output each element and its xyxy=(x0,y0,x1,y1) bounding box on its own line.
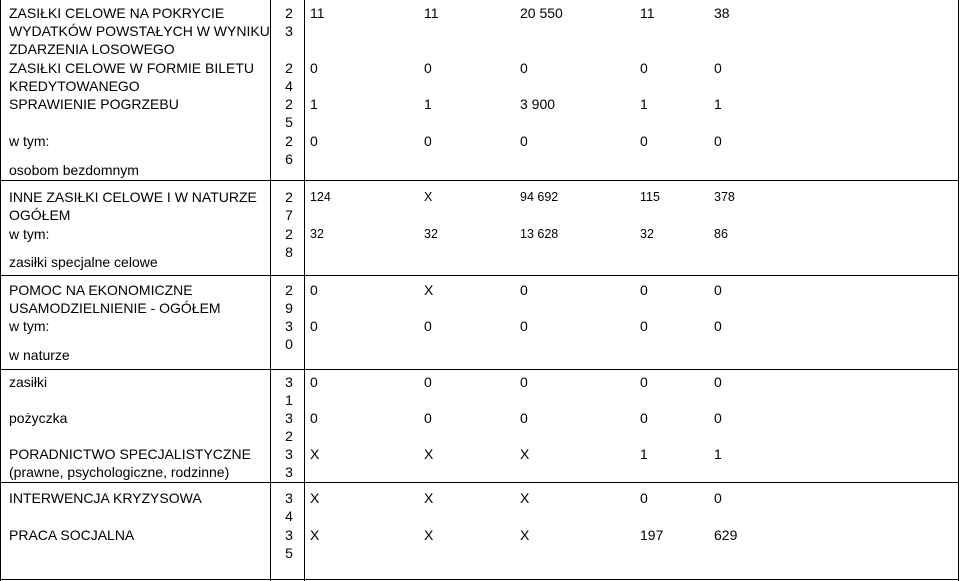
row-number: 5 xyxy=(285,545,293,561)
row-label: w tym: xyxy=(9,318,50,334)
value-cell: 0 xyxy=(520,374,528,390)
table-border-left xyxy=(0,0,1,581)
row-label: USAMODZIELNIENIE - OGÓŁEM xyxy=(9,300,221,316)
value-cell: 1 xyxy=(714,446,722,462)
row-label: SPRAWIENIE POGRZEBU xyxy=(9,96,179,112)
value-cell: X xyxy=(520,527,530,543)
value-cell: 0 xyxy=(714,133,722,149)
value-cell: 11 xyxy=(310,5,325,21)
value-cell: 0 xyxy=(714,282,722,298)
value-cell: 1 xyxy=(714,96,722,112)
group-divider xyxy=(0,482,959,483)
column-divider-lp xyxy=(304,0,305,581)
value-cell: 13 628 xyxy=(520,227,559,241)
value-cell: 0 xyxy=(520,133,528,149)
value-cell: 32 xyxy=(424,227,438,241)
value-cell: 0 xyxy=(640,133,648,149)
value-cell: 0 xyxy=(640,374,648,390)
row-label: (prawne, psychologiczne, rodzinne) xyxy=(9,464,230,480)
value-cell: 0 xyxy=(424,318,432,334)
row-number: 6 xyxy=(285,151,293,167)
group-divider xyxy=(0,180,959,181)
row-label: zasiłki xyxy=(9,374,48,390)
row-number: 4 xyxy=(285,78,293,94)
row-number: 2 xyxy=(285,133,293,149)
row-label: w tym: xyxy=(9,133,50,149)
row-number: 8 xyxy=(285,244,293,260)
value-cell: X xyxy=(310,446,320,462)
value-cell: 124 xyxy=(310,190,331,204)
value-cell: 1 xyxy=(640,446,648,462)
row-number: 2 xyxy=(285,60,293,76)
row-number: 3 xyxy=(285,318,293,334)
value-cell: 1 xyxy=(640,96,648,112)
row-number: 4 xyxy=(285,508,293,524)
value-cell: 11 xyxy=(424,5,439,21)
value-cell: 115 xyxy=(640,190,660,204)
value-cell: 0 xyxy=(520,318,528,334)
row-label: ZASIŁKI CELOWE NA POKRYCIE xyxy=(9,5,225,21)
row-label: pożyczka xyxy=(9,410,68,426)
value-cell: X xyxy=(424,527,434,543)
value-cell: 1 xyxy=(310,96,318,112)
value-cell: 0 xyxy=(640,490,648,506)
value-cell: X xyxy=(424,282,434,298)
row-label: ZDARZENIA LOSOWEGO xyxy=(9,41,175,57)
row-number: 3 xyxy=(285,410,293,426)
row-label: WYDATKÓW POWSTAŁYCH W WYNIKU xyxy=(9,23,270,39)
value-cell: X xyxy=(424,190,433,204)
group-divider xyxy=(0,369,959,370)
value-cell: 0 xyxy=(310,133,318,149)
value-cell: 0 xyxy=(714,318,722,334)
row-number: 2 xyxy=(285,282,293,298)
row-label: INNE ZASIŁKI CELOWE I W NATURZE xyxy=(9,189,257,205)
value-cell: 0 xyxy=(310,410,318,426)
row-number: 0 xyxy=(285,336,293,352)
value-cell: 197 xyxy=(640,527,664,543)
value-cell: 0 xyxy=(640,60,648,76)
row-label: ZASIŁKI CELOWE W FORMIE BILETU xyxy=(9,60,255,76)
row-number: 3 xyxy=(285,446,293,462)
row-number: 2 xyxy=(285,428,293,444)
value-cell: 0 xyxy=(714,60,722,76)
row-label: KREDYTOWANEGO xyxy=(9,78,140,94)
value-cell: 94 692 xyxy=(520,190,559,204)
row-label: INTERWENCJA KRYZYSOWA xyxy=(9,490,202,506)
value-cell: 20 550 xyxy=(520,5,563,21)
table-border-right xyxy=(958,0,959,581)
value-cell: 0 xyxy=(520,282,528,298)
row-label: PRACA SOCJALNA xyxy=(9,527,135,543)
value-cell: 1 xyxy=(424,96,432,112)
value-cell: X xyxy=(310,490,320,506)
row-number: 3 xyxy=(285,490,293,506)
value-cell: X xyxy=(424,490,434,506)
value-cell: 0 xyxy=(714,374,722,390)
value-cell: 3 900 xyxy=(520,96,556,112)
row-number: 2 xyxy=(285,189,293,205)
row-number: 9 xyxy=(285,300,293,316)
row-label: w tym: xyxy=(9,226,50,242)
row-label: PORADNICTWO SPECJALISTYCZNE xyxy=(9,446,251,462)
value-cell: 32 xyxy=(640,227,654,241)
value-cell: X xyxy=(520,490,530,506)
value-cell: 0 xyxy=(640,318,648,334)
row-number: 5 xyxy=(285,114,293,130)
value-cell: 0 xyxy=(520,60,528,76)
row-label: OGÓŁEM xyxy=(9,207,71,223)
value-cell: 0 xyxy=(424,60,432,76)
value-cell: 86 xyxy=(714,227,728,241)
row-number: 3 xyxy=(285,23,293,39)
row-number: 3 xyxy=(285,527,293,543)
column-divider-label xyxy=(270,0,271,581)
value-cell: 0 xyxy=(714,410,722,426)
value-cell: 0 xyxy=(714,490,722,506)
table-border-bottom xyxy=(0,579,959,580)
value-cell: 0 xyxy=(424,133,432,149)
value-cell: 629 xyxy=(714,527,738,543)
value-cell: 0 xyxy=(310,60,318,76)
value-cell: 38 xyxy=(714,5,730,21)
row-number: 2 xyxy=(285,96,293,112)
row-label: osobom bezdomnym xyxy=(9,162,139,178)
value-cell: X xyxy=(424,446,434,462)
value-cell: X xyxy=(310,527,320,543)
row-number: 1 xyxy=(285,392,293,408)
row-number: 2 xyxy=(285,226,293,242)
value-cell: X xyxy=(520,446,530,462)
value-cell: 0 xyxy=(310,374,318,390)
value-cell: 0 xyxy=(520,410,528,426)
row-number: 7 xyxy=(285,207,293,223)
value-cell: 0 xyxy=(310,282,318,298)
value-cell: 378 xyxy=(714,190,735,204)
value-cell: 0 xyxy=(640,410,648,426)
value-cell: 0 xyxy=(424,410,432,426)
value-cell: 0 xyxy=(640,282,648,298)
row-label: w naturze xyxy=(9,347,70,363)
group-divider xyxy=(0,275,959,276)
row-label: zasiłki specjalne celowe xyxy=(9,254,158,270)
row-number: 2 xyxy=(285,5,293,21)
value-cell: 32 xyxy=(310,227,324,241)
row-number: 3 xyxy=(285,464,293,480)
row-number: 3 xyxy=(285,374,293,390)
value-cell: 11 xyxy=(640,5,655,21)
value-cell: 0 xyxy=(424,374,432,390)
value-cell: 0 xyxy=(310,318,318,334)
row-label: POMOC NA EKONOMICZNE xyxy=(9,282,193,298)
